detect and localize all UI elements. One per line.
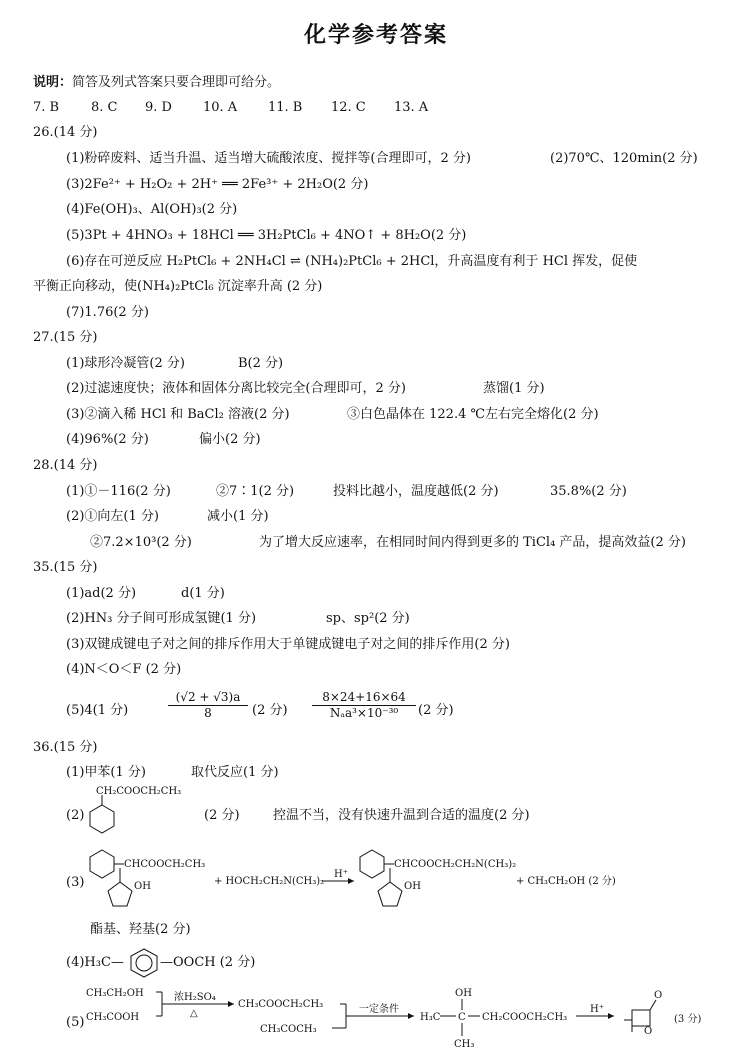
q26-3: (3)2Fe²⁺ + H₂O₂ + 2H⁺ ══ 2Fe³⁺ + 2H₂O(2 分) [66,177,369,192]
q28-1a: (1)①－116(2 分) [66,484,171,499]
q36-5-intermediate-2: CH₃COCH₃ [260,1024,317,1035]
q27-1b: B(2 分) [238,356,284,371]
frac-2-numerator: 8×24+16×64 [312,690,416,706]
q28-2c: ②7.2×10³(2 分) [90,535,192,550]
q28-2b: 减小(1 分) [207,509,269,524]
q35-1a: (1)ad(2 分) [66,586,137,601]
q26-heading: 26.(14 分) [33,125,98,140]
q35-2a: (2)HN₃ 分子间可形成氢键(1 分) [66,611,257,626]
mc-11: 11. B [268,100,303,115]
q28-2a: (2)①向左(1 分) [66,509,159,524]
q28-1b: ②7∶1(2 分) [216,484,295,499]
q36-5-lactone-carbonyl-o: O [654,990,663,1001]
q36-3b: 酯基、羟基(2 分) [90,922,191,937]
q36-5-product-oh: OH [455,988,472,999]
q36-2-label: (2) [66,808,85,823]
q36-5-condition-1: 浓H₂SO₄ [174,992,216,1003]
q26-6b: 平衡正向移动，使(NH₄)₂PtCl₆ 沉淀率升高 (2 分) [33,279,323,294]
mc-10: 10. A [203,100,238,115]
q26-2: (2)70℃、120min(2 分) [550,151,698,166]
mc-7: 7. B [33,100,60,115]
q36-5-label: (5) [66,1015,85,1030]
q36-5-lactone-ring-o: O [644,1026,653,1037]
q35-frac-1 [168,690,248,721]
q36-heading: 36.(15 分) [33,740,98,755]
mc-12: 12. C [331,100,366,115]
q26-6a: (6)存在可逆反应 H₂PtCl₆ + 2NH₄Cl ⇌ (NH₄)₂PtCl₆ + 2HCl，升高温度有利于 HCl 挥发，促使 [66,254,638,269]
q26-7: (7)1.76(2 分) [66,305,149,320]
q36-4a: (4)H₃C— [66,955,124,970]
q35-1b: d(1 分) [181,586,225,601]
mc-8: 8. C [91,100,118,115]
q36-3-product-chain: CHCOOCH₂CH₂N(CH₃)₂ [394,859,517,870]
q26-4: (4)Fe(OH)₃、Al(OH)₃(2 分) [66,202,238,217]
mc-9: 9. D [145,100,172,115]
q36-3-oh-1: OH [134,881,151,892]
q36-2-substituent: CH₂COOCH₂CH₃ [96,786,182,797]
q36-5-intermediate-1: CH₃COOCH₂CH₃ [238,999,324,1010]
q36-2a: (2 分) [204,808,240,823]
q36-5-product-center: C [458,1012,466,1023]
q35-3: (3)双键成键电子对之间的排斥作用大于单键成键电子对之间的排斥作用(2 分) [66,637,510,652]
q36-3-arrow-condition: H⁺ [334,869,348,880]
q36-3-reaction [84,848,744,916]
note-label: 说明： [33,75,73,90]
q26-1: (1)粉碎废料、适当升温、适当增大硫酸浓度、搅拌等(合理即可，2 分) [66,151,471,166]
q36-1b: 取代反应(1 分) [191,765,279,780]
q36-5-product-methyl: CH₃ [454,1039,475,1050]
q35-4: (4)N＜O＜F (2 分) [66,662,182,677]
q35-2b: sp、sp²(2 分) [326,611,410,626]
q27-4a: (4)96%(2 分) [66,432,149,447]
q27-heading: 27.(15 分) [33,330,98,345]
q36-2b: 控温不当，没有快速升温到合适的温度(2 分) [273,808,530,823]
q36-5-score: (3 分) [674,1014,702,1025]
page-title: 化学参考答案 [303,23,448,48]
q36-4-benzene [126,947,162,979]
q36-5-condition-3: H⁺ [590,1004,604,1015]
q28-1d: 35.8%(2 分) [550,484,627,499]
q36-5-condition-2: 一定条件 [359,1004,399,1015]
q36-3-oh-2: OH [404,881,421,892]
q36-3-plus-reagent: + HOCH₂CH₂N(CH₃)₂ [214,876,325,887]
q36-5-reactant-2: CH₃COOH [86,1012,140,1023]
q27-2a: (2)过滤速度快；液体和固体分离比较完全(合理即可，2 分) [66,381,406,396]
q27-1a: (1)球形冷凝管(2 分) [66,356,185,371]
q35-frac-2 [312,690,416,721]
q27-3a: (3)②滴入稀 HCl 和 BaCl₂ 溶液(2 分) [66,407,290,422]
frac-1-numerator: (√2 + √3)a [168,690,248,706]
q36-5-product-right: CH₂COOCH₂CH₃ [482,1012,568,1023]
frac-2-denominator: Nₐa³×10⁻³⁰ [329,706,399,720]
q36-3-reactant-chain: CHCOOCH₂CH₃ [124,859,206,870]
q28-heading: 28.(14 分) [33,458,98,473]
q27-2b: 蒸馏(1 分) [483,381,545,396]
q36-1a: (1)甲苯(1 分) [66,765,146,780]
q26-5: (5)3Pt + 4HNO₃ + 18HCl ══ 3H₂PtCl₆ + 4NO↑ + 8H₂O(2 分) [66,228,467,243]
q36-5-product-left: H₃C [420,1012,441,1023]
q36-5-reactant-1: CH₃CH₂OH [86,988,144,999]
q35-heading: 35.(15 分) [33,560,98,575]
q28-2d: 为了增大反应速率，在相同时间内得到更多的 TiCl₄ 产品，提高效益(2 分) [259,535,686,550]
frac-1-denominator: 8 [204,706,212,720]
mc-13: 13. A [394,100,429,115]
q36-4b: —OOCH (2 分) [160,955,256,970]
q36-5-synthesis-route [84,982,744,1058]
q27-4b: 偏小(2 分) [199,432,261,447]
q36-3-byproduct: + CH₃CH₂OH (2 分) [516,876,616,887]
note [33,75,280,91]
q36-3-label: (3) [66,875,85,890]
note-text: 简答及列式答案只要合理即可给分。 [72,75,281,90]
q36-5-heat: △ [190,1008,198,1019]
q35-5b: (2 分) [252,703,288,718]
q27-3b: ③白色晶体在 122.4 ℃左右完全熔化(2 分) [347,407,599,422]
q36-2-structure [84,785,214,835]
q35-5c: (2 分) [418,703,454,718]
q28-1c: 投料比越小，温度越低(2 分) [333,484,499,499]
q35-5a: (5)4(1 分) [66,703,129,718]
